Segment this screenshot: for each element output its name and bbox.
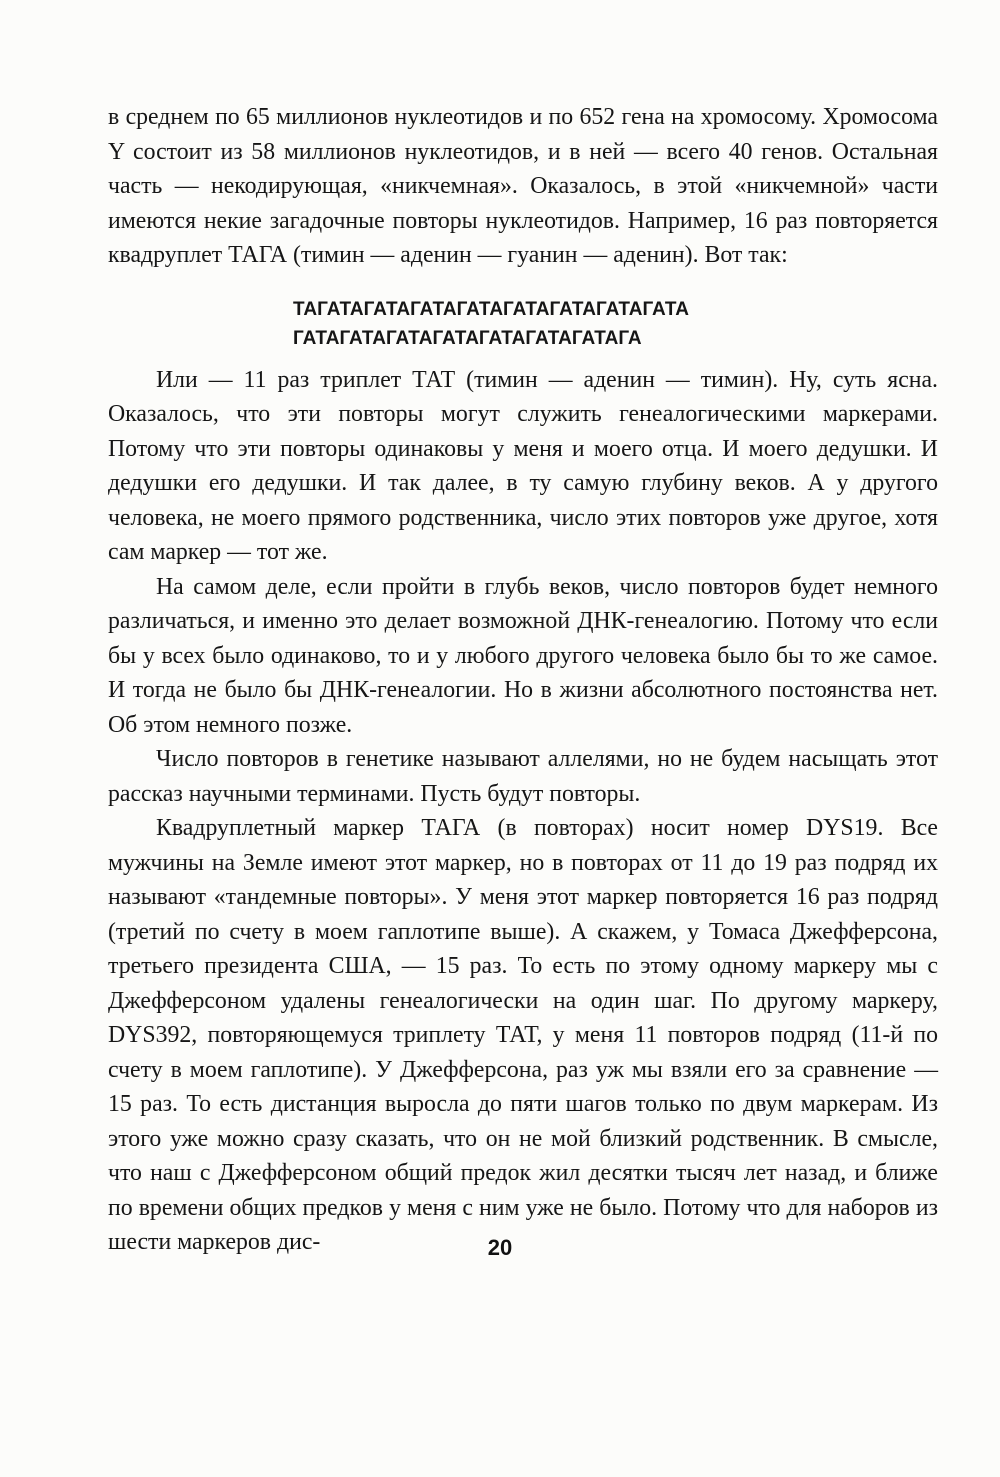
paragraph-4: Число повторов в генетике называют аллелями, но не будем насыщать этот рассказ научными терминами. Пусть будут повторы. — [108, 746, 938, 807]
paragraph-2: Или — 11 раз триплет ТАТ (тимин — аденин — тимин). Ну, суть ясна. Оказалось, что эти повторы могут служить генеалогическими маркерами. Потому что эти повторы одинаковы у меня и моего отца. И моего дедушки. И дедушки его дедушки. И так далее, в ту самую глубину веков. А у другого человека, не моего прямого родственника, число этих повторов уже другое, хотя сам маркер — тот же. — [108, 366, 938, 565]
paragraph-5: Квадруплетный маркер ТАГА (в повторах) носит номер DYS19. Все мужчины на Земле имеют этот маркер, но в повторах от 11 до 19 раз подряд их называют «тандемные повторы». У меня этот маркер повторяется 16 раз подряд (третий по счету в моем гаплотипе выше). А скажем, у Томаса Джефферсона, третьего президента США, — 15 раз. То есть по этому одному маркеру мы с Джефферсоном удалены генеалогически на один шаг. По другому маркеру, DYS392, повторяющемуся триплету ТАТ, у меня 11 повторов подряд (11-й по счету в моем гаплотипе). У Джефферсона, раз уж мы взяли его за сравнение — 15 раз. То есть дистанция выросла до пяти шагов только по двум маркерам. Из этого уже можно сразу сказать, что он не мой близкий родственник. В смысле, что наш с Джефферсоном общий предок жил десятки тысяч лет назад, и ближе по времени общих предков у меня с ним уже не было. Потому что для наборов из шести маркеров дис- — [108, 815, 938, 1255]
nucleotide-sequence — [293, 295, 938, 353]
body-text — [108, 100, 938, 1260]
paragraph-3: На самом деле, если пройти в глубь веков, число повторов будет немного различаться, и именно это делает возможной ДНК-генеалогию. Потому что если бы у всех было одинаково, то и у любого другого человека было бы то же самое. И тогда не было бы ДНК-генеалогии. Но в жизни абсолютного постоянства нет. Об этом немного позже. — [108, 573, 938, 738]
sequence-line-1: ТАГАТАГАТАГАТАГАТАГАТАГАТАГАТАГАТА — [293, 298, 689, 320]
page-number: 20 — [487, 1235, 513, 1260]
sequence-line-2: ГАТАГАТАГАТАГАТАГАТАГАТАГАТАГА — [293, 327, 642, 349]
paragraph-1: в среднем по 65 миллионов нуклеотидов и по 652 гена на хромосому. Хромосома Y состоит из 58 миллионов нуклеотидов, и в ней — всего 40 генов. Остальная часть — некодирующая, «никчемная». Оказалось, в этой «никчемной» части имеются некие загадочные повторы нуклеотидов. Например, 16 раз повторяется квадруплет ТАГА (тимин — аденин — гуанин — аденин). Вот так: — [108, 104, 938, 268]
